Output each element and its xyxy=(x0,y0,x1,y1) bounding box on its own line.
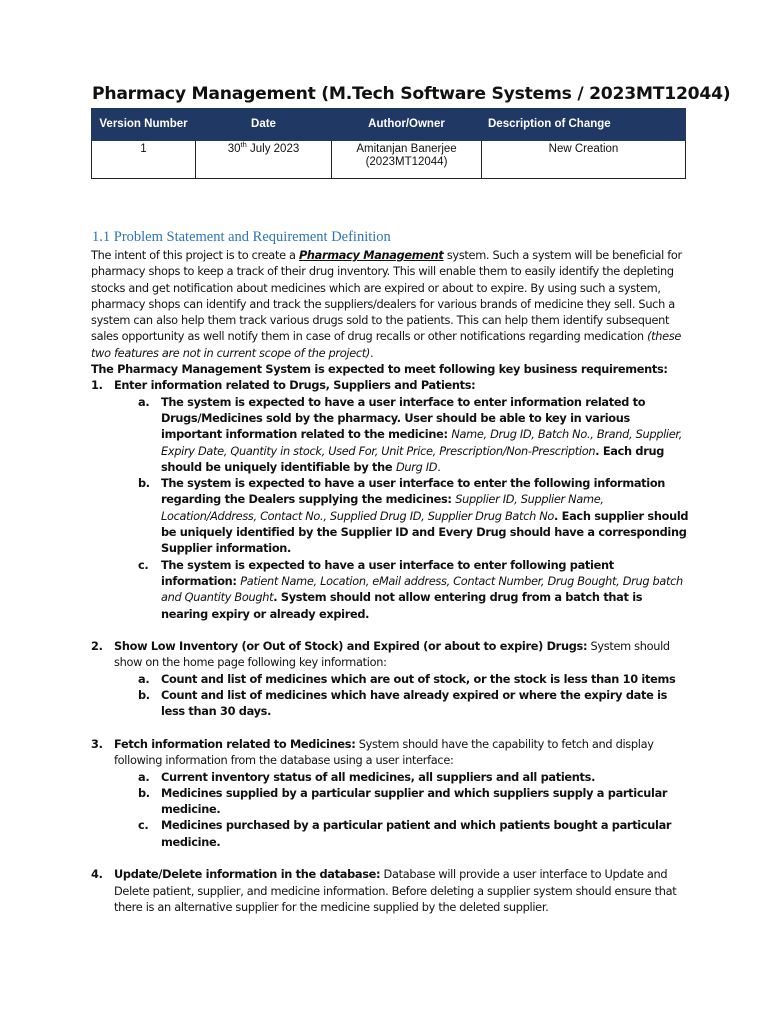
sub-list xyxy=(114,769,691,850)
header-author-owner: Author/Owner xyxy=(332,109,482,141)
list-item: b. The system is expected to have a user interface to enter the following information regarding the Dealers supplying the medicines: Supplier ID, Supplier Name, Location/Address, Contact No., Supplied Drug ID, Supplier Drug Batch No. Each supplier should be uniquely identified by the Supplier ID and Every Drug should have a corresponding Supplier information. xyxy=(138,476,689,556)
table-row xyxy=(92,141,686,179)
table-header-row xyxy=(92,109,686,141)
document-title: Pharmacy Management (M.Tech Software Systems / 2023MT12044) xyxy=(92,84,731,104)
list-item: a. Count and list of medicines which are out of stock, or the stock is less than 10 items xyxy=(138,671,676,686)
requirement-title: Update/Delete information in the database: xyxy=(114,867,381,882)
sub-list xyxy=(114,394,691,622)
requirements-list xyxy=(91,377,691,915)
section-body xyxy=(91,247,691,915)
cell-date: 30th July 2023 xyxy=(196,141,332,179)
cell-description: New Creation xyxy=(482,141,686,179)
list-item: a. The system is expected to have a user interface to enter information related to Drugs/Medicines sold by the pharmacy. User should be able to key in various important information related to the medicine: Name, Drug ID, Batch No., Brand, Supplier, Expiry Date, Quantity in stock, Used For, Unit Price, Prescription/Non-Prescription. Each drug should be uniquely identifiable by the Durg ID. xyxy=(138,394,682,474)
list-item: c. Medicines purchased by a particular patient and which patients bought a particular medicine. xyxy=(138,818,672,849)
list-item: b. Count and list of medicines which have already expired or where the expiry date is less than 30 days. xyxy=(138,688,668,719)
list-item: 3. Fetch information related to Medicines: System should have the capability to fetch and display following information from the database using a user interface: a. Current inventory status of all medicines, all suppliers and all patients. b. Medicines supplied by a particular supplier and which suppliers supply a particular medicine. c. Medicines purchased by a particular patient and which patients bought a particular medicine. xyxy=(91,736,691,850)
system-name: Pharmacy Management xyxy=(298,248,444,262)
list-item: 4. Update/Delete information in the database: Database will provide a user interface to Update and Delete patient, supplier, and medicine information. Before deleting a supplier system should ensure that there is an alternative supplier for the medicine supplied by the deleted supplier. xyxy=(91,867,677,914)
cell-author: Amitanjan Banerjee (2023MT12044) xyxy=(332,141,482,179)
requirements-intro: The Pharmacy Management System is expected to meet following key business requirements: xyxy=(91,362,668,377)
list-item: a. Current inventory status of all medicines, all suppliers and all patients. xyxy=(138,769,596,784)
list-item: 1. Enter information related to Drugs, Suppliers and Patients: a. The system is expected to have a user interface to enter information related to Drugs/Medicines sold by the pharmacy. User should be able to key in various important information related to the medicine: Name, Drug ID, Batch No., Brand, Supplier, Expiry Date, Quantity in stock, Used For, Unit Price, Prescription/Non-Prescription. Each drug should be uniquely identifiable by the Durg ID. b. The system is expected to have a user interface to enter the following information regarding the Dealers supplying the medicines: Supplier ID, Supplier Name, Location/Address, Contact No., Supplied Drug ID, Supplier Drug Batch No. Each supplier should be uniquely identified by the Supplier ID and Every Drug should have a corresponding Supplier information. c. The system is expected to have a user interface to enter following patient information: Patient Name, Location, eMail address, Contact Number, Drug Bought, Drug batch and Quantity Bought. System should not allow entering drug from a batch that is nearing expiry or already expired. xyxy=(91,377,691,621)
requirement-title: Enter information related to Drugs, Suppliers and Patients: xyxy=(114,378,476,393)
header-date: Date xyxy=(196,109,332,141)
list-item: c. The system is expected to have a user interface to enter following patient information: Patient Name, Location, eMail address, Contact Number, Drug Bought, Drug batch and Quantity Bought. System should not allow entering drug from a batch that is nearing expiry or already expired. xyxy=(138,557,683,621)
requirement-title: Show Low Inventory (or Out of Stock) and Expired (or about to expire) Drugs: xyxy=(114,639,588,654)
version-history-table xyxy=(91,108,686,179)
header-version-number: Version Number xyxy=(92,109,196,141)
intro-paragraph: The intent of this project is to create a Pharmacy Management system. Such a system will be beneficial for pharmacy shops to keep a track of their drug inventory. This will enable them to easily identify the depleting stocks and get notification about medicines which are expired or about to expire. By using such a system, pharmacy shops can identify and track the suppliers/dealers for various brands of medicine they sell. Such a system can also help them track various drugs sold to the patients. This can help them identify subsequent sales opportunity as well notify them in case of drug recalls or other notifications regarding medication (these two features are not in current scope of the project). xyxy=(91,248,682,360)
list-item: b. Medicines supplied by a particular supplier and which suppliers supply a particular medicine. xyxy=(138,785,668,817)
header-description-of-change: Description of Change xyxy=(482,109,686,141)
requirement-title: Fetch information related to Medicines: xyxy=(114,736,356,751)
sub-list xyxy=(114,671,691,720)
cell-version: 1 xyxy=(92,141,196,179)
list-item: 2. Show Low Inventory (or Out of Stock) and Expired (or about to expire) Drugs: System should show on the home page following key information: a. Count and list of medicines which are out of stock, or the stock is less than 10 items b. Count and list of medicines which have already expired or where the expiry date is less than 30 days. xyxy=(91,638,691,719)
section-heading: 1.1 Problem Statement and Requirement Definition xyxy=(92,229,391,245)
